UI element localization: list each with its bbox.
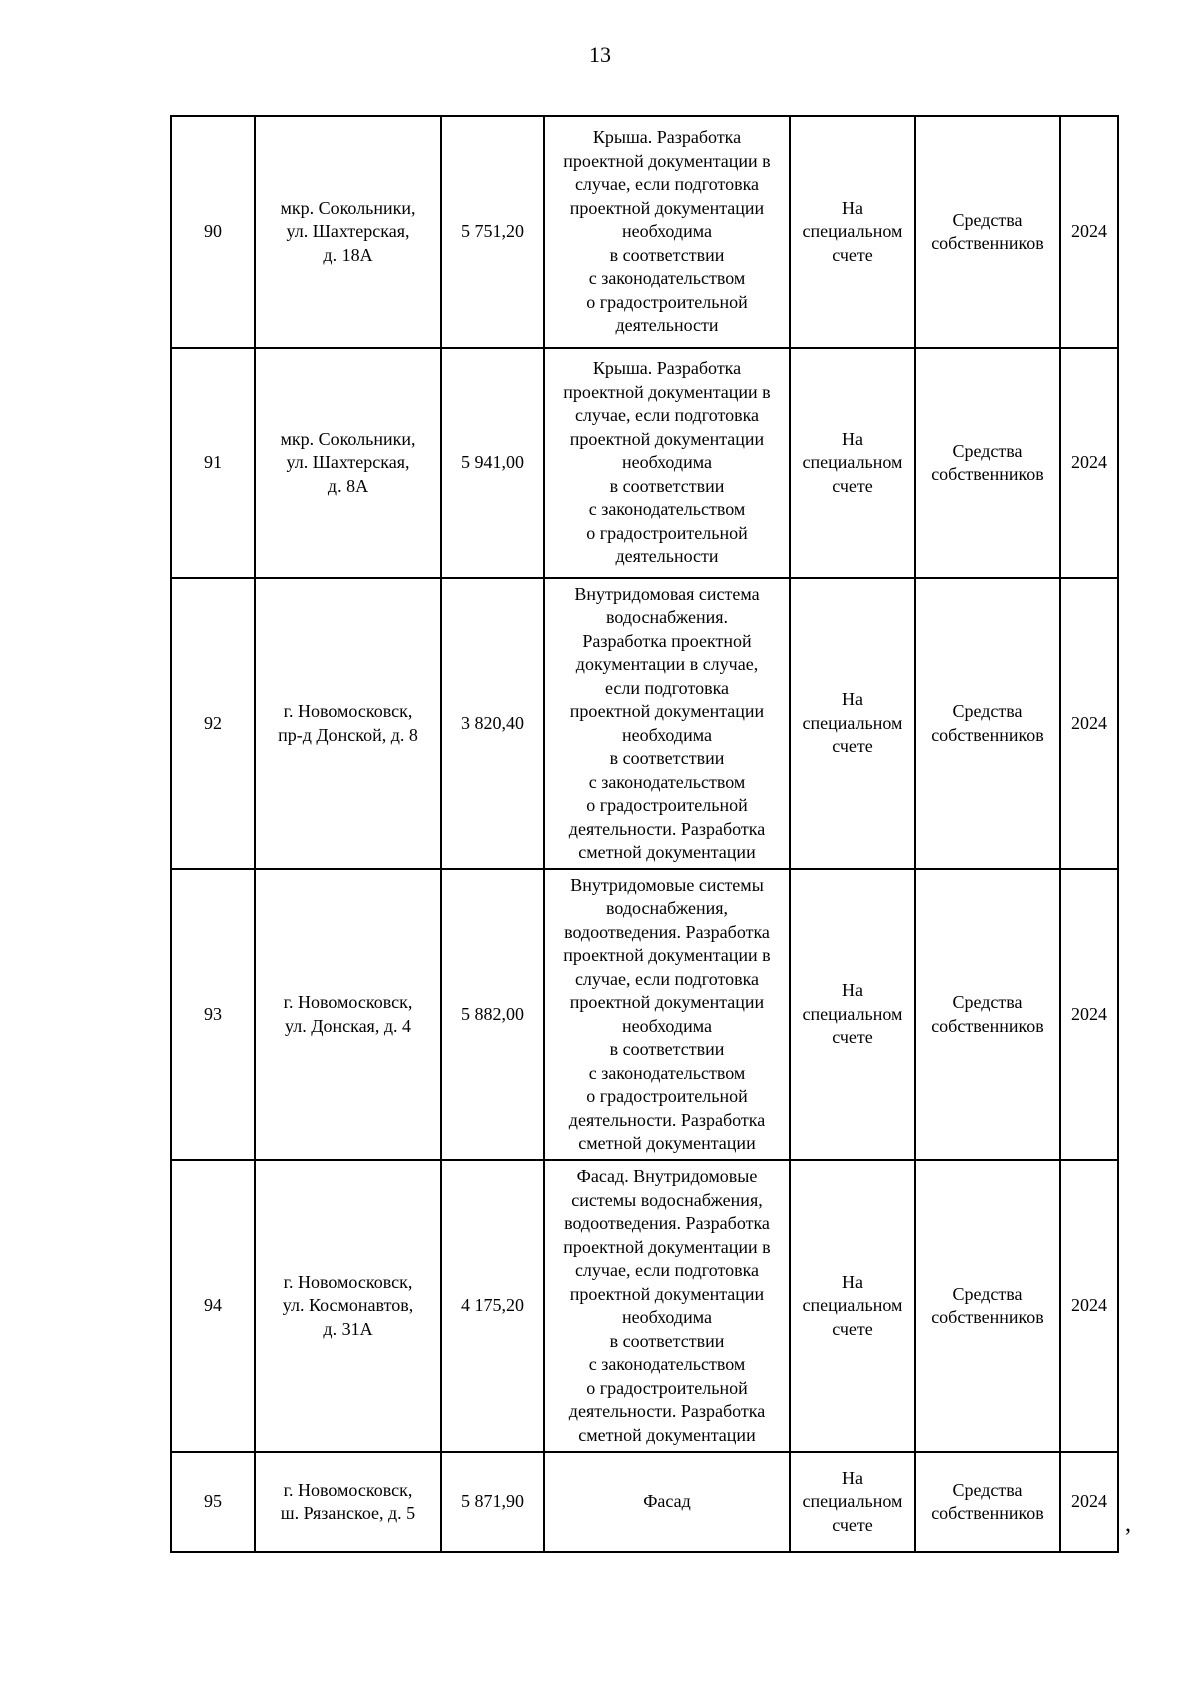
table-row [171, 578, 1118, 869]
address-cell: г. Новомосковск, пр-д Донской, д. 8 [255, 578, 441, 869]
address-cell: г. Новомосковск, ул. Донская, д. 4 [255, 869, 441, 1160]
address-cell: мкр. Сокольники, ул. Шахтерская, д. 8А [255, 348, 441, 578]
row-number-cell: 90 [171, 116, 255, 348]
table-row [171, 869, 1118, 1160]
table-row [171, 1160, 1118, 1452]
area-cell: 5 941,00 [441, 348, 544, 578]
year-cell: 2024 [1060, 1452, 1118, 1552]
account-method-cell: На специальном счете [790, 578, 915, 869]
funding-source-cell: Средства собственников [915, 869, 1060, 1160]
trailing-comma: , [1125, 1511, 1131, 1537]
year-cell: 2024 [1060, 116, 1118, 348]
account-method-cell: На специальном счете [790, 869, 915, 1160]
funding-source-cell: Средства собственников [915, 348, 1060, 578]
funding-source-cell: Средства собственников [915, 116, 1060, 348]
year-cell: 2024 [1060, 578, 1118, 869]
account-method-cell: На специальном счете [790, 1160, 915, 1452]
row-number-cell: 92 [171, 578, 255, 869]
table-row [171, 348, 1118, 578]
account-method-cell: На специальном счете [790, 348, 915, 578]
row-number-cell: 94 [171, 1160, 255, 1452]
area-cell: 4 175,20 [441, 1160, 544, 1452]
account-method-cell: На специальном счете [790, 116, 915, 348]
funding-source-cell: Средства собственников [915, 1160, 1060, 1452]
funding-source-cell: Средства собственников [915, 578, 1060, 869]
account-method-cell: На специальном счете [790, 1452, 915, 1552]
work-type-cell: Внутридомовые системы водоснабжения, водоотведения. Разработка проектной документации в случае, если подготовка проектной документации необходима в соответствии с законодательством о градостроительной деятельности. Разработка сметной документации [544, 869, 790, 1160]
area-cell: 3 820,40 [441, 578, 544, 869]
year-cell: 2024 [1060, 1160, 1118, 1452]
address-cell: г. Новомосковск, ул. Космонавтов, д. 31А [255, 1160, 441, 1452]
work-type-cell: Фасад. Внутридомовые системы водоснабжения, водоотведения. Разработка проектной документации в случае, если подготовка проектной документации необходима в соответствии с законодательством о градостроительной деятельности. Разработка сметной документации [544, 1160, 790, 1452]
table-row [171, 1452, 1118, 1552]
area-cell: 5 751,20 [441, 116, 544, 348]
year-cell: 2024 [1060, 348, 1118, 578]
page-number: 13 [589, 42, 611, 67]
row-number-cell: 95 [171, 1452, 255, 1552]
year-cell: 2024 [1060, 869, 1118, 1160]
repair-schedule-table [170, 115, 1119, 1553]
work-type-cell: Крыша. Разработка проектной документации в случае, если подготовка проектной документации необходима в соответствии с законодательством о градостроительной деятельности [544, 116, 790, 348]
area-cell: 5 871,90 [441, 1452, 544, 1552]
row-number-cell: 93 [171, 869, 255, 1160]
work-type-cell: Фасад [544, 1452, 790, 1552]
address-cell: г. Новомосковск, ш. Рязанское, д. 5 [255, 1452, 441, 1552]
row-number-cell: 91 [171, 348, 255, 578]
funding-source-cell: Средства собственников [915, 1452, 1060, 1552]
table-row [171, 116, 1118, 348]
work-type-cell: Внутридомовая система водоснабжения. Разработка проектной документации в случае, если подготовка проектной документации необходима в соответствии с законодательством о градостроительной деятельности. Разработка сметной документации [544, 578, 790, 869]
area-cell: 5 882,00 [441, 869, 544, 1160]
address-cell: мкр. Сокольники, ул. Шахтерская, д. 18А [255, 116, 441, 348]
work-type-cell: Крыша. Разработка проектной документации в случае, если подготовка проектной документации необходима в соответствии с законодательством о градостроительной деятельности [544, 348, 790, 578]
